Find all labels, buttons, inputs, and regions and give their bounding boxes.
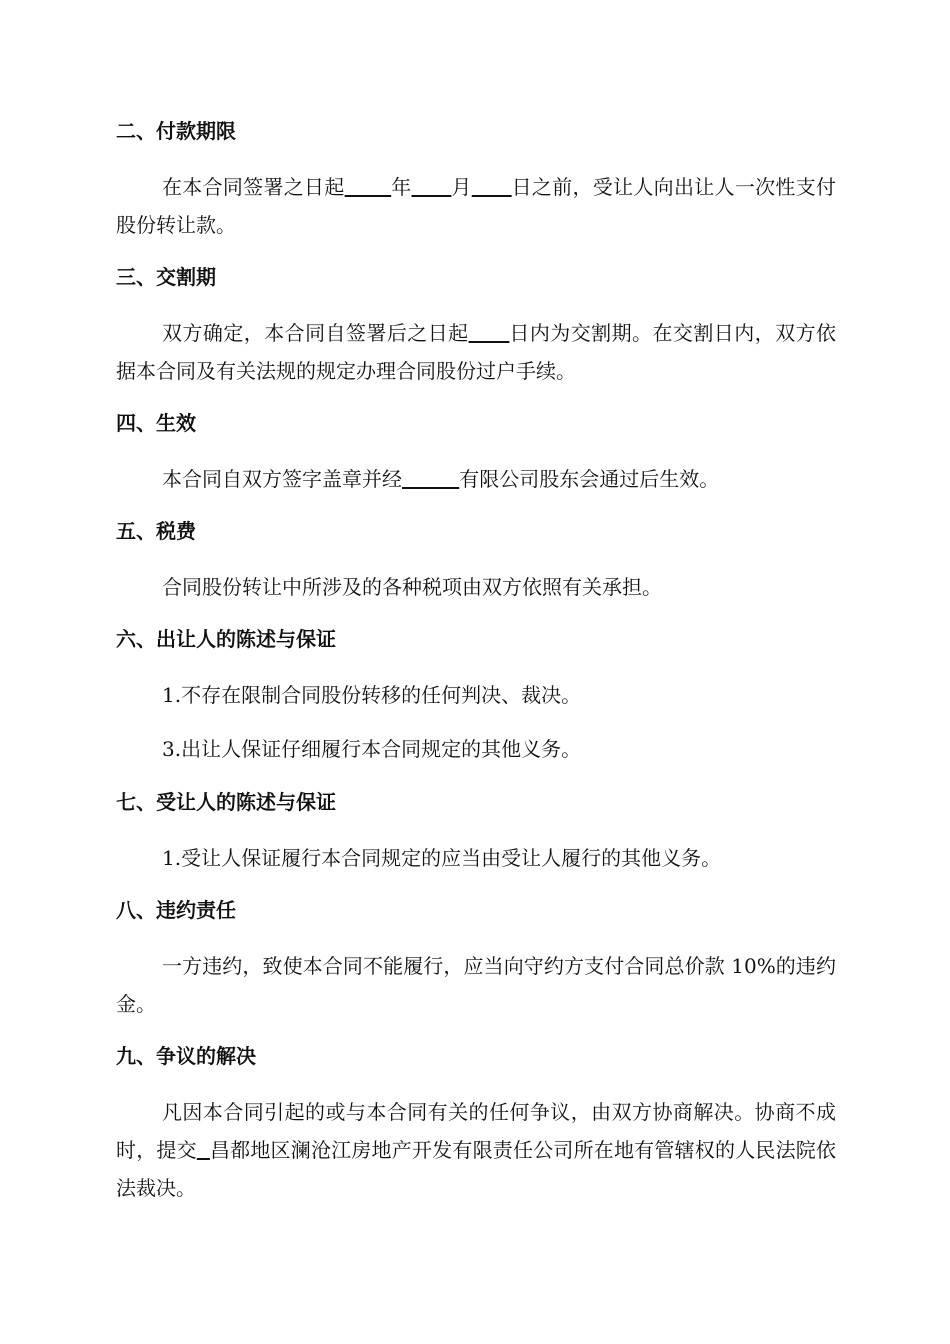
text-span: 凡因本合同引起的或与本合同有关的任何争议，由双方协商解决。协商不成时，提交: [116, 1100, 836, 1162]
section-breach-liability: [116, 896, 836, 1023]
paragraph: [116, 314, 836, 390]
section-heading: 九、争议的解决: [116, 1044, 256, 1068]
text-span: 日之前，受让人向出让人一次性支付股份转让款。: [116, 175, 837, 237]
blank-field: [412, 175, 452, 199]
text-span: 双方确定，本合同自签署后之日起: [162, 321, 469, 345]
section-dispute-resolution: [116, 1042, 836, 1207]
section-heading: 二、付款期限: [116, 119, 236, 143]
section-heading: 七、受让人的陈述与保证: [116, 790, 336, 814]
text-span: 月: [451, 175, 472, 199]
paragraph: [116, 168, 836, 244]
text-span: 在本合同签署之日起: [162, 175, 345, 199]
list-item: 1.受让人保证履行本合同规定的应当由受让人履行的其他义务。: [162, 846, 722, 870]
blank-field: [345, 175, 392, 199]
blank-field: [472, 175, 512, 199]
text-span: 年: [391, 175, 412, 199]
text-span: 有限公司股东会通过后生效。: [459, 467, 720, 491]
paragraph: [116, 1093, 836, 1207]
text-span: 日内为交割期。在交割日内，双方依据本合同及有关法规的规定办理合同股份过户手续。: [116, 321, 837, 383]
list-item: 1.不存在限制合同股份转移的任何判决、裁决。: [162, 683, 582, 707]
section-tax: [116, 517, 836, 606]
paragraph: 一方违约，致使本合同不能履行，应当向守约方支付合同总价款 10%的违约金。: [116, 954, 836, 1016]
section-payment-term: [116, 117, 836, 244]
blank-field: [469, 321, 510, 345]
blank-field: [402, 467, 459, 491]
text-span: 昌都地区澜沧江房地产开发有限责任公司所在地有管辖权的人民法院依法裁决。: [116, 1138, 837, 1200]
paragraph: [116, 460, 836, 498]
section-heading: 五、税费: [116, 519, 196, 543]
paragraph: 合同股份转让中所涉及的各种税项由双方依照有关承担。: [162, 575, 662, 599]
section-seller-warranty: [116, 625, 836, 768]
blank-field: [197, 1138, 210, 1162]
section-delivery-period: [116, 263, 836, 390]
section-heading: 六、出让人的陈述与保证: [116, 627, 336, 651]
list-item: 3.出让人保证仔细履行本合同规定的其他义务。: [162, 737, 582, 761]
section-effect: [116, 409, 836, 498]
text-span: 本合同自双方签字盖章并经: [162, 467, 402, 491]
section-heading: 八、违约责任: [116, 898, 236, 922]
section-heading: 三、交割期: [116, 265, 216, 289]
section-heading: 四、生效: [116, 411, 196, 435]
section-buyer-warranty: [116, 788, 836, 877]
